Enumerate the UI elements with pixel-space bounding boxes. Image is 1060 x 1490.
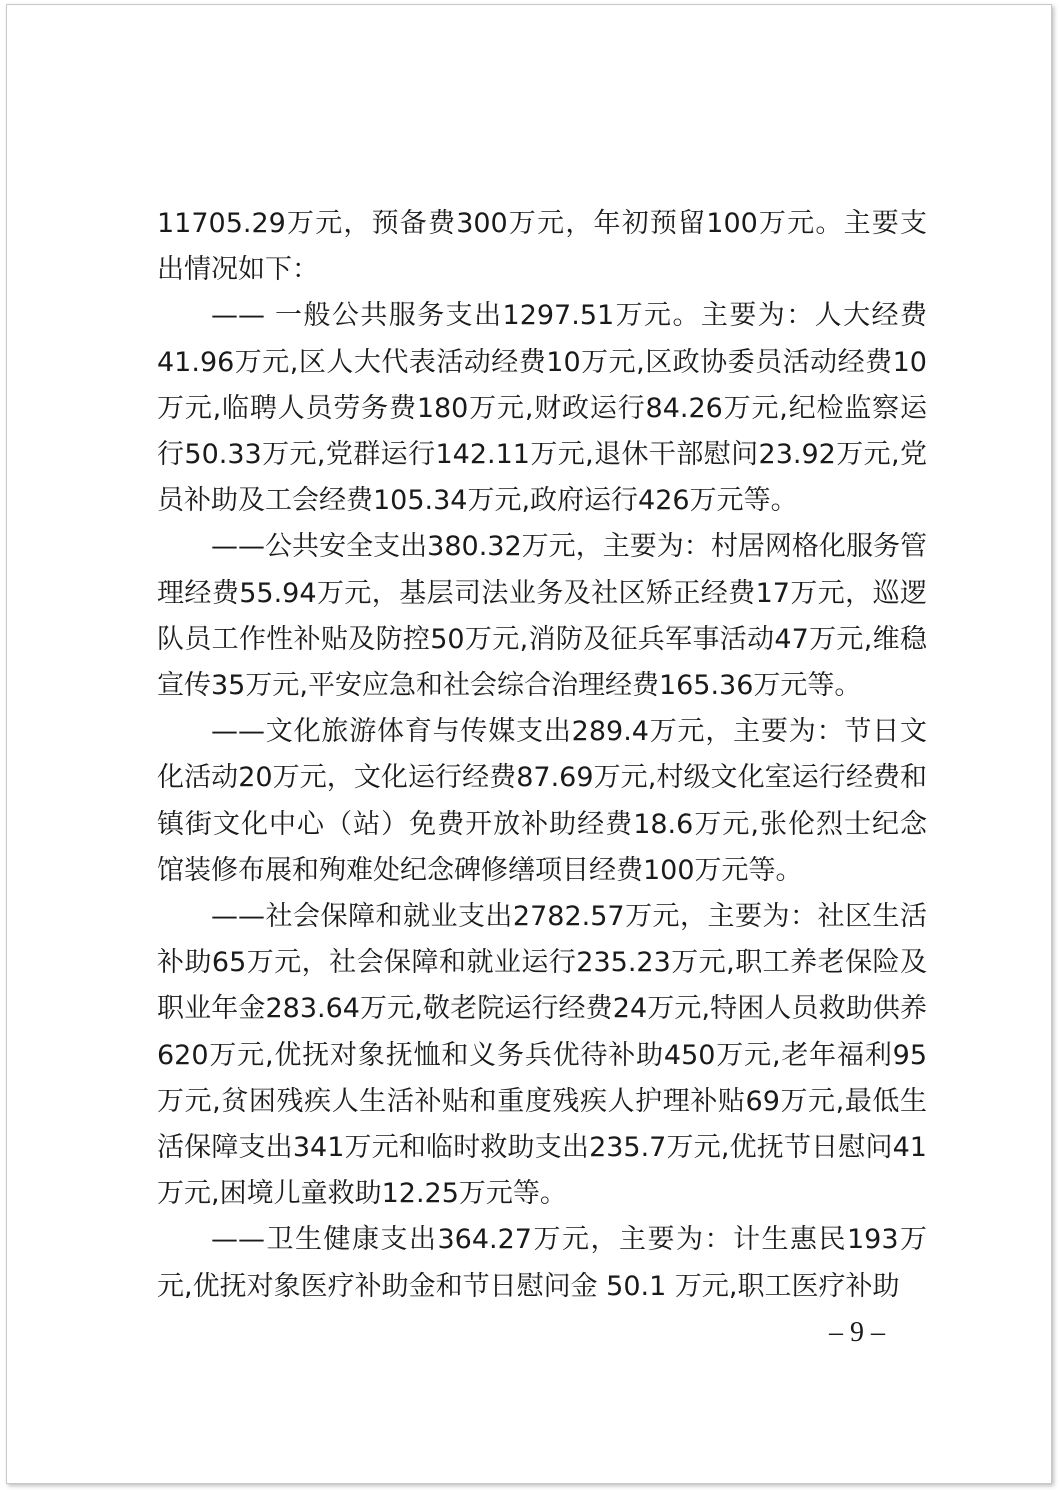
paragraph-public-safety: ——公共安全支出380.32万元，主要为：村居网格化服务管理经费55.94万元，基层司法业务及社区矫正经费17万元，巡逻队员工作性补贴及防控50万元,消防及征兵军事活动47万元,维稳宣传35万元,平安应急和社会综合治理经费165.36万元等。: [157, 531, 927, 702]
paragraph-culture-tourism-sports-media: ——文化旅游体育与传媒支出289.4万元，主要为：节日文化活动20万元，文化运行经费87.69万元,村级文化室运行经费和镇街文化中心（站）免费开放补助经费18.6万元,张伦烈士纪念馆装修布展和殉难处纪念碑修缮项目经费100万元等。: [157, 716, 927, 886]
paragraph-health: ——卫生健康支出364.27万元，主要为：计生惠民193万元,优抚对象医疗补助金和节日慰问金 50.1 万元,职工医疗补助: [157, 1224, 927, 1302]
paragraph-budget-summary: 11705.29万元，预备费300万元，年初预留100万元。主要支出情况如下：: [157, 208, 927, 286]
document-page: [6, 4, 1052, 1484]
page-number: – 9 –: [829, 1317, 885, 1348]
document-body: [157, 201, 927, 1310]
paragraph-general-public-services: —— 一般公共服务支出1297.51万元。主要为：人大经费41.96万元,区人大代表活动经费10万元,区政协委员活动经费10万元,临聘人员劳务费180万元,财政运行84.26万元,纪检监察运行50.33万元,党群运行142.11万元,退休干部慰问23.92万元,党员补助及工会经费105.34万元,政府运行426万元等。: [157, 300, 927, 517]
paragraph-social-security-employment: ——社会保障和就业支出2782.57万元，主要为：社区生活补助65万元，社会保障和就业运行235.23万元,职工养老保险及职业年金283.64万元,敬老院运行经费24万元,特困人员救助供养620万元,优抚对象抚恤和义务兵优待补助450万元,老年福利95万元,贫困残疾人生活补贴和重度残疾人护理补贴69万元,最低生活保障支出341万元和临时救助支出235.7万元,优抚节日慰问41万元,困境儿童救助12.25万元等。: [157, 901, 927, 1210]
